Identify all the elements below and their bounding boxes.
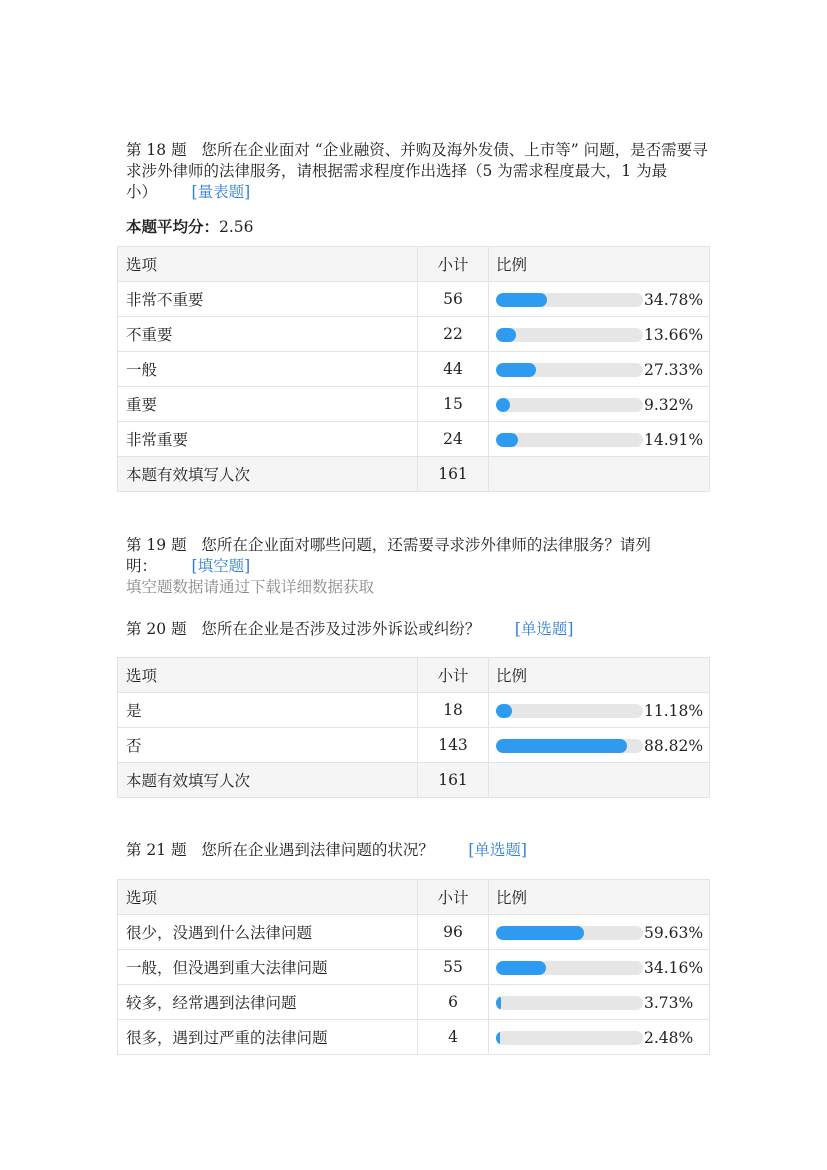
fill-in-note: 填空题数据请通过下载详细数据获取 — [126, 578, 375, 596]
option-count: 4 — [418, 1020, 489, 1055]
question-number: 第 20 题 — [126, 620, 187, 638]
ratio-bar-fill — [496, 1031, 500, 1045]
table-header-row — [118, 880, 710, 915]
table-row — [118, 387, 710, 422]
q20-result-table — [117, 657, 710, 798]
ratio-bar-fill — [496, 926, 584, 940]
ratio-bar — [496, 961, 643, 975]
question-18 — [126, 140, 711, 203]
table-row — [118, 352, 710, 387]
ratio-bar-fill — [496, 363, 536, 377]
option-count: 44 — [418, 352, 489, 387]
table-row — [118, 282, 710, 317]
question-text: 您所在企业是否涉及过涉外诉讼或纠纷？ — [201, 620, 481, 638]
ratio-bar — [496, 739, 643, 753]
ratio-percent: 2.48% — [644, 1028, 694, 1047]
ratio-percent: 34.16% — [644, 958, 704, 977]
table-row — [118, 317, 710, 352]
q18-result-table — [117, 246, 710, 492]
ratio-bar-fill — [496, 961, 546, 975]
question-19 — [126, 535, 711, 598]
ratio-percent: 34.78% — [644, 290, 704, 309]
ratio-bar — [496, 363, 643, 377]
question-text: 您所在企业面对 “企业融资、并购及海外发债、上市等” 问题，是否需要寻求涉外律师的法律服务，请根据需求程度作出选择（5 为需求程度最大，1 为最小） — [126, 141, 708, 201]
ratio-bar-fill — [496, 293, 547, 307]
ratio-percent: 13.66% — [644, 325, 704, 344]
table-row — [118, 915, 710, 950]
question-20 — [126, 619, 711, 640]
option-count: 96 — [418, 915, 489, 950]
question-number: 第 18 题 — [126, 141, 187, 159]
option-count: 15 — [418, 387, 489, 422]
option-count: 143 — [418, 728, 489, 763]
average-score-label: 本题平均分： — [126, 217, 220, 236]
table-header-row — [118, 247, 710, 282]
total-label: 本题有效填写人次 — [118, 763, 418, 798]
question-text: 您所在企业遇到法律问题的状况？ — [201, 841, 434, 859]
ratio-bar-fill — [496, 433, 518, 447]
ratio-bar-fill — [496, 739, 627, 753]
ratio-percent: 11.18% — [644, 701, 704, 720]
option-label: 非常重要 — [118, 422, 418, 457]
ratio-bar-fill — [496, 704, 512, 718]
table-row — [118, 950, 710, 985]
table-total-row — [118, 763, 710, 798]
table-row — [118, 728, 710, 763]
average-score — [126, 215, 254, 237]
ratio-bar — [496, 433, 643, 447]
total-count: 161 — [418, 457, 489, 492]
question-number: 第 19 题 — [126, 536, 187, 554]
option-label: 很少，没遇到什么法律问题 — [118, 915, 418, 950]
ratio-percent: 27.33% — [644, 360, 704, 379]
question-type-link[interactable]: [量表题] — [191, 183, 251, 201]
table-total-row — [118, 457, 710, 492]
total-label: 本题有效填写人次 — [118, 457, 418, 492]
option-count: 24 — [418, 422, 489, 457]
header-ratio: 比例 — [489, 247, 710, 282]
option-count: 55 — [418, 950, 489, 985]
ratio-percent: 88.82% — [644, 736, 704, 755]
ratio-bar — [496, 996, 643, 1010]
option-label: 一般 — [118, 352, 418, 387]
ratio-bar — [496, 328, 643, 342]
total-count: 161 — [418, 763, 489, 798]
option-label: 不重要 — [118, 317, 418, 352]
option-count: 6 — [418, 985, 489, 1020]
table-row — [118, 985, 710, 1020]
question-type-link[interactable]: [单选题] — [468, 841, 527, 859]
header-ratio: 比例 — [489, 880, 710, 915]
ratio-bar — [496, 293, 643, 307]
option-count: 56 — [418, 282, 489, 317]
ratio-bar — [496, 1031, 643, 1045]
option-label: 一般，但没遇到重大法律问题 — [118, 950, 418, 985]
option-label: 否 — [118, 728, 418, 763]
average-score-value: 2.56 — [219, 218, 254, 236]
ratio-bar — [496, 926, 643, 940]
header-ratio: 比例 — [489, 658, 710, 693]
option-label: 较多，经常遇到法律问题 — [118, 985, 418, 1020]
table-row — [118, 693, 710, 728]
option-label: 非常不重要 — [118, 282, 418, 317]
table-row — [118, 1020, 710, 1055]
ratio-percent: 9.32% — [644, 395, 694, 414]
header-count: 小计 — [418, 247, 489, 282]
question-number: 第 21 题 — [126, 841, 187, 859]
header-option: 选项 — [118, 658, 418, 693]
ratio-bar — [496, 704, 643, 718]
header-count: 小计 — [418, 880, 489, 915]
option-label: 很多，遇到过严重的法律问题 — [118, 1020, 418, 1055]
ratio-percent: 59.63% — [644, 923, 704, 942]
q21-result-table — [117, 879, 710, 1055]
option-count: 22 — [418, 317, 489, 352]
ratio-percent: 14.91% — [644, 430, 704, 449]
question-type-link[interactable]: [单选题] — [514, 620, 574, 638]
ratio-bar — [496, 398, 643, 412]
table-header-row — [118, 658, 710, 693]
question-21 — [126, 840, 711, 861]
option-count: 18 — [418, 693, 489, 728]
header-count: 小计 — [418, 658, 489, 693]
ratio-bar-fill — [496, 328, 516, 342]
header-option: 选项 — [118, 247, 418, 282]
question-text: 您所在企业面对哪些问题，还需要寻求涉外律师的法律服务？请列明： — [126, 536, 651, 575]
ratio-bar-fill — [496, 398, 510, 412]
table-row — [118, 422, 710, 457]
option-label: 重要 — [118, 387, 418, 422]
header-option: 选项 — [118, 880, 418, 915]
question-type-link[interactable]: [填空题] — [191, 557, 251, 575]
ratio-percent: 3.73% — [644, 993, 694, 1012]
option-label: 是 — [118, 693, 418, 728]
ratio-bar-fill — [496, 996, 501, 1010]
